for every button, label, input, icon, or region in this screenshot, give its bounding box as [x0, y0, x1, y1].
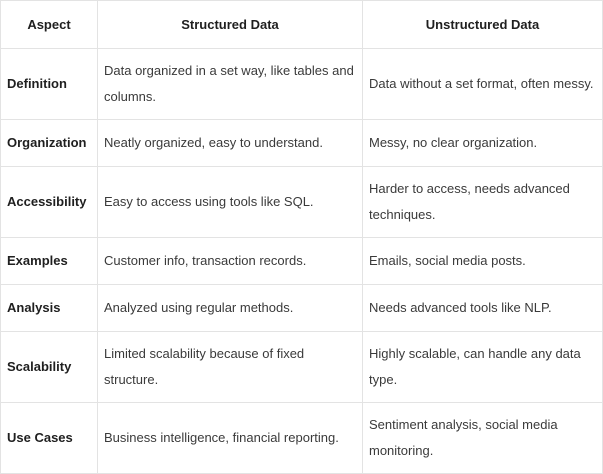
table-row: [1, 167, 603, 238]
structured-cell: Customer info, transaction records.: [98, 238, 363, 285]
structured-cell: Easy to access using tools like SQL.: [98, 167, 363, 238]
unstructured-cell: Data without a set format, often messy.: [363, 49, 603, 120]
structured-cell: Neatly organized, easy to understand.: [98, 120, 363, 167]
header-aspect: Aspect: [1, 1, 98, 49]
unstructured-cell: Harder to access, needs advanced techniques.: [363, 167, 603, 238]
table-row: [1, 403, 603, 474]
table-header: [1, 1, 603, 49]
aspect-cell: Analysis: [1, 285, 98, 332]
aspect-cell: Organization: [1, 120, 98, 167]
structured-cell: Analyzed using regular methods.: [98, 285, 363, 332]
structured-cell: Limited scalability because of fixed structure.: [98, 332, 363, 403]
unstructured-cell: Needs advanced tools like NLP.: [363, 285, 603, 332]
table-row: [1, 285, 603, 332]
header-unstructured-data: Unstructured Data: [363, 1, 603, 49]
header-row: [1, 1, 603, 49]
table-body: [1, 49, 603, 474]
aspect-cell: Accessibility: [1, 167, 98, 238]
aspect-cell: Scalability: [1, 332, 98, 403]
structured-cell: Business intelligence, financial reporting.: [98, 403, 363, 474]
aspect-cell: Definition: [1, 49, 98, 120]
aspect-cell: Examples: [1, 238, 98, 285]
table-row: [1, 238, 603, 285]
table-row: [1, 332, 603, 403]
table-row: [1, 49, 603, 120]
unstructured-cell: Highly scalable, can handle any data type.: [363, 332, 603, 403]
header-structured-data: Structured Data: [98, 1, 363, 49]
structured-cell: Data organized in a set way, like tables and columns.: [98, 49, 363, 120]
unstructured-cell: Emails, social media posts.: [363, 238, 603, 285]
aspect-cell: Use Cases: [1, 403, 98, 474]
unstructured-cell: Sentiment analysis, social media monitoring.: [363, 403, 603, 474]
unstructured-cell: Messy, no clear organization.: [363, 120, 603, 167]
table-row: [1, 120, 603, 167]
